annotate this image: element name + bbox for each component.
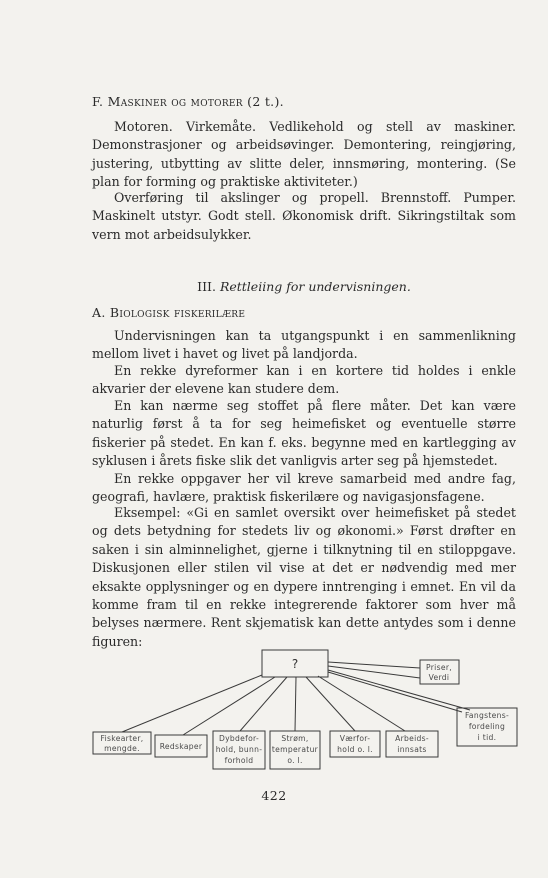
part-iii-numeral: III. (197, 279, 216, 294)
diagram-arbeid-line-2: innsats (397, 745, 427, 754)
diagram-strom-line-2: temperatur (271, 745, 319, 754)
diagram-vaer-line-2: hold o. l. (337, 745, 373, 754)
paragraph-a-4: En rekke oppgaver her vil kreve samarbeid med andre fag, geografi, havlære, praktisk fiskerilære og navigasjonsfagene. (92, 471, 516, 505)
diagram-fangst-line-3: i tid. (477, 733, 497, 742)
paragraph-a-5: Eksempel: «Gi en samlet oversikt over heimefisket på stedet og dets betydning for stedets liv og økonomi.» Først drøfter en saken i sin alminnelighet, gjerne i tilknytning til en stiloppgave. Diskusjonen eller stilen vil vise at det er nødvendig med mer eksakte opplysninger og en dypere inntrenging i emnet. En vil da komme fram til en rekke integrerende faktorer som hver må belyses nærmere. Rent skjematisk kan dette antydes som i denne figuren: (92, 505, 516, 649)
diagram-priser-line-1: Priser, (426, 663, 452, 672)
diagram-priser-line-2: Verdi (428, 673, 450, 682)
paragraph-a-1: Undervisningen kan ta utgangspunkt i en sammenlikning mellom livet i havet og livet på landjorda. (92, 328, 516, 362)
section-a-heading (92, 305, 245, 320)
diagram-dybde-line-3: forhold (224, 756, 254, 765)
diagram-fiskearter-line-1: Fiskearter, (100, 734, 144, 743)
section-f-suffix: (2 t.). (247, 94, 284, 109)
diagram-arbeid-line-1: Arbeids- (395, 734, 429, 743)
section-f-heading (92, 94, 284, 109)
diagram-strom-line-3: o. l. (287, 756, 303, 765)
section-a-letter: A. (92, 305, 106, 320)
paragraph-f-1: Motoren. Virkemåte. Vedlikehold og stell av maskiner. Demonstrasjoner og arbeidsøvinger. Demontering, reingjøring, justering, utbytting av slitte deler, innsmøring, montering. (Se plan for forming og praktiske aktiviteter.) (92, 119, 516, 190)
part-iii-title (92, 279, 516, 294)
diagram-fangst-line-2: fordeling (468, 722, 506, 731)
part-iii-text: Rettleiing for undervisningen. (219, 279, 411, 294)
diagram-fangst-line-1: Fangstens- (464, 711, 510, 720)
diagram-vaer-line-1: Værfor- (339, 734, 371, 743)
diagram-dybde-line-2: hold, bunn- (215, 745, 263, 754)
diagram-strom-line-1: Strøm, (281, 734, 309, 743)
paragraph-a-3: En kan nærme seg stoffet på flere måter. Det kan være naturlig først å ta for seg heimefisket og eventuelle større fiskerier på stedet. En kan f. eks. begynne med en kartlegging av syklusen i årets fiske slik det vanligvis arter seg på hjemstedet. (92, 398, 516, 469)
paragraph-f-2: Overføring til akslinger og propell. Brennstoff. Pumper. Maskinelt utstyr. Godt stell. Økonomisk drift. Sikringstiltak som vern mot arbeidsulykker. (92, 190, 516, 242)
diagram-dybde-line-1: Dybdefor- (218, 734, 260, 743)
section-f-title: Maskiner og motorer (107, 94, 243, 109)
section-a-title: Biologisk fiskerilære (109, 305, 246, 320)
page-number: 422 (261, 788, 287, 803)
paragraph-a-2: En rekke dyreformer kan i en kortere tid holdes i enkle akvarier der elevene kan studere dem. (92, 363, 516, 397)
factors-diagram (0, 640, 548, 780)
diagram-fiskearter-line-2: mengde. (104, 744, 140, 753)
section-f-letter: F. (92, 94, 104, 109)
diagram-center-label: ? (291, 657, 299, 671)
diagram-redskaper-line-1: Redskaper (159, 742, 203, 751)
